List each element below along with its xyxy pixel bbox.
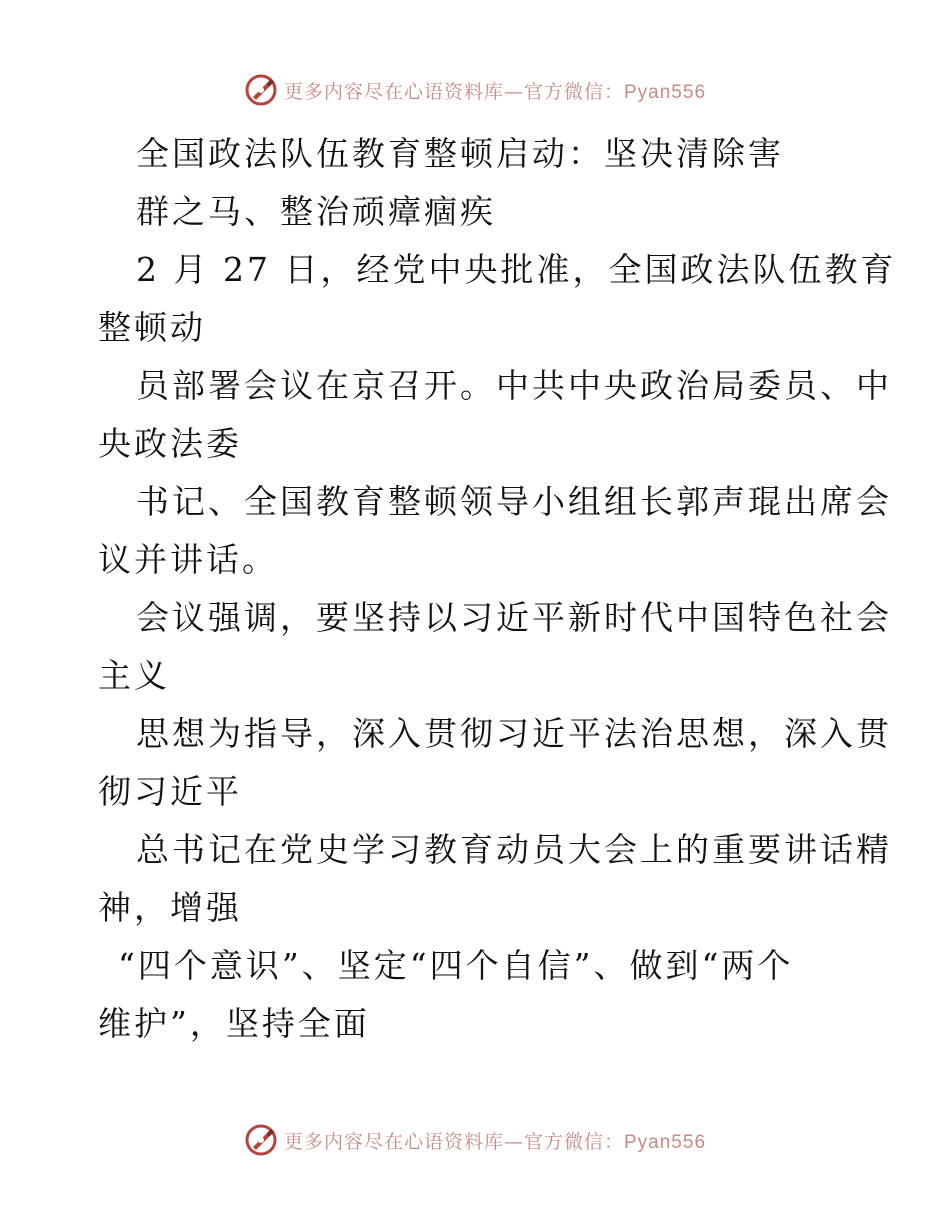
- footer-banner: [0, 1120, 950, 1160]
- doc-line: 主义: [98, 656, 170, 695]
- doc-line: 彻习近平: [98, 772, 242, 811]
- doc-line: 神，增强: [98, 888, 242, 927]
- doc-line: 整顿动: [98, 308, 206, 347]
- doc-line: “四个意识”、坚定“四个自信”、做到“两个: [118, 946, 794, 985]
- footer-banner-handle: Pyan556: [624, 1131, 707, 1153]
- doc-line: 书记、全国教育整顿领导小组组长郭声琨出席会: [136, 482, 892, 521]
- header-banner: [0, 70, 950, 110]
- doc-line: 会议强调，要坚持以习近平新时代中国特色社会: [136, 598, 892, 637]
- document-body: [98, 125, 897, 1053]
- doc-line: 员部署会议在京召开。中共中央政治局委员、中: [136, 366, 892, 405]
- doc-line: 思想为指导，深入贯彻习近平法治思想，深入贯: [136, 714, 892, 753]
- pen-logo-icon: [244, 73, 278, 107]
- doc-line: 议并讲话。: [98, 540, 278, 579]
- doc-line: 2 月 27 日，经党中央批准，全国政法队伍教育: [136, 250, 897, 289]
- pen-logo-icon: [244, 1123, 278, 1157]
- doc-line: 群之马、整治顽瘴痼疾: [136, 192, 496, 231]
- doc-line: 总书记在党史学习教育动员大会上的重要讲话精: [136, 830, 892, 869]
- doc-line: 全国政法队伍教育整顿启动：坚决清除害: [136, 134, 784, 173]
- header-banner-text: 更多内容尽在心语资料库—官方微信：: [283, 80, 624, 103]
- footer-banner-text: 更多内容尽在心语资料库—官方微信：: [283, 1130, 624, 1153]
- doc-line: 央政法委: [98, 424, 242, 463]
- header-banner-handle: Pyan556: [624, 81, 707, 103]
- doc-line: 维护”，坚持全面: [98, 1004, 370, 1043]
